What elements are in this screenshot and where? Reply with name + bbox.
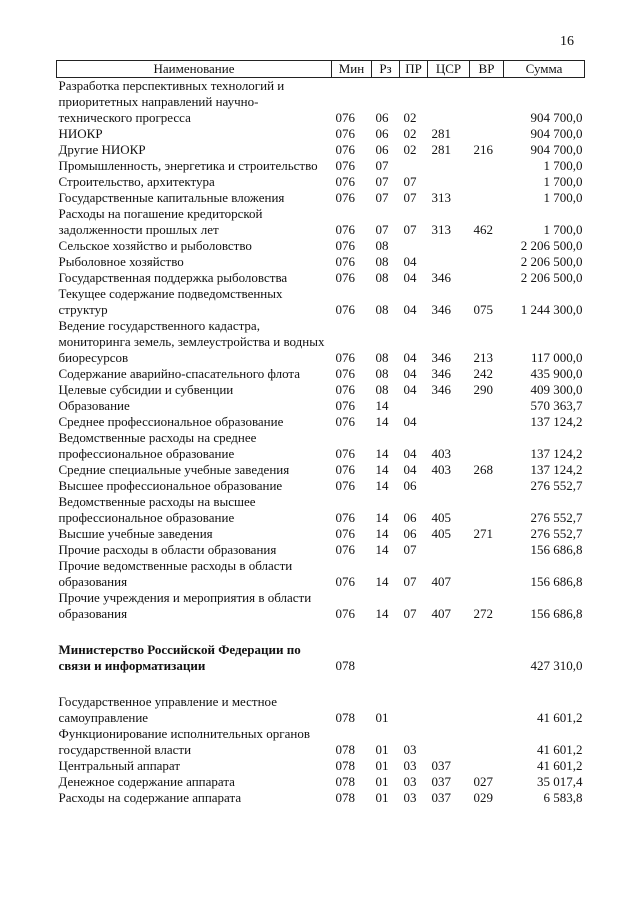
cell-sum: 137 124,2 <box>530 414 583 429</box>
table-row <box>57 694 585 726</box>
cell-sum: 1 244 300,0 <box>520 302 583 317</box>
cell-rz: 14 <box>375 462 389 477</box>
cell-vr: 290 <box>473 382 493 397</box>
table-row <box>57 414 585 430</box>
table-row <box>57 526 585 542</box>
cell-vr: 242 <box>473 366 493 381</box>
table-row <box>57 78 585 127</box>
table-row <box>57 254 585 270</box>
cell-pr: 07 <box>403 606 417 621</box>
cell-vr <box>470 478 504 494</box>
cell-rz: 07 <box>375 222 389 237</box>
cell-vr <box>470 398 504 414</box>
cell-min: 076 <box>335 542 355 557</box>
cell-name: Прочие учреждения и мероприятия в области образования <box>58 590 312 621</box>
cell-pr: 04 <box>403 254 417 269</box>
cell-csr <box>428 254 470 270</box>
cell-csr <box>428 398 470 414</box>
cell-rz: 08 <box>375 254 389 269</box>
cell-csr: 281 <box>431 142 451 157</box>
cell-min: 076 <box>335 238 355 253</box>
cell-name: Целевые субсидии и субвенции <box>58 382 234 397</box>
cell-min: 078 <box>335 742 355 757</box>
table-row <box>57 558 585 590</box>
spacer-cell <box>57 622 585 642</box>
cell-min: 076 <box>335 526 355 541</box>
spacer-row <box>57 622 585 642</box>
cell-csr: 407 <box>431 606 451 621</box>
table-row <box>57 142 585 158</box>
cell-pr: 02 <box>403 126 417 141</box>
table-row <box>57 494 585 526</box>
cell-name: Ведомственные расходы на среднее профессиональное образование <box>58 430 257 461</box>
table-row <box>57 542 585 558</box>
cell-vr <box>470 642 504 674</box>
cell-csr: 346 <box>431 382 451 397</box>
cell-pr: 07 <box>403 174 417 189</box>
cell-pr: 07 <box>403 190 417 205</box>
cell-name: Денежное содержание аппарата <box>58 774 235 789</box>
cell-name: Среднее профессиональное образование <box>58 414 284 429</box>
cell-min: 078 <box>335 790 355 805</box>
cell-rz: 01 <box>375 710 389 725</box>
cell-min: 078 <box>335 710 355 725</box>
cell-sum: 137 124,2 <box>530 462 583 477</box>
cell-pr: 03 <box>403 758 417 773</box>
cell-pr: 06 <box>403 526 417 541</box>
cell-name: Разработка перспективных технологий и приоритетных направлений научно-технического прогресса <box>58 78 285 125</box>
cell-vr: 027 <box>473 774 493 789</box>
cell-min: 076 <box>335 606 355 621</box>
cell-csr <box>428 414 470 430</box>
cell-sum: 1 700,0 <box>543 158 583 173</box>
cell-vr <box>470 158 504 174</box>
cell-csr <box>428 726 470 758</box>
cell-csr: 346 <box>431 302 451 317</box>
cell-csr: 405 <box>431 526 451 541</box>
cell-vr <box>470 190 504 206</box>
cell-rz: 14 <box>375 446 389 461</box>
cell-rz: 07 <box>375 190 389 205</box>
cell-csr <box>428 158 470 174</box>
cell-csr: 346 <box>431 270 451 285</box>
cell-csr <box>428 478 470 494</box>
cell-pr: 03 <box>403 774 417 789</box>
cell-rz: 01 <box>375 758 389 773</box>
cell-min: 078 <box>335 774 355 789</box>
table-row <box>57 286 585 318</box>
cell-vr: 075 <box>473 302 493 317</box>
cell-vr <box>470 254 504 270</box>
cell-sum: 276 552,7 <box>530 478 583 493</box>
table-row <box>57 774 585 790</box>
cell-name: Промышленность, энергетика и строительство <box>58 158 318 173</box>
header-rz: Рз <box>372 61 400 78</box>
cell-pr: 04 <box>403 414 417 429</box>
cell-sum: 156 686,8 <box>530 542 583 557</box>
cell-name: Функционирование исполнительных органов государственной власти <box>58 726 310 757</box>
cell-sum: 1 700,0 <box>543 222 583 237</box>
cell-rz: 14 <box>375 478 389 493</box>
spacer-row <box>57 674 585 694</box>
header-sum: Сумма <box>504 61 585 78</box>
cell-vr <box>470 430 504 462</box>
table-row <box>57 382 585 398</box>
cell-csr: 346 <box>431 366 451 381</box>
cell-vr: 213 <box>473 350 493 365</box>
cell-pr: 03 <box>403 790 417 805</box>
cell-vr <box>470 694 504 726</box>
cell-pr: 04 <box>403 350 417 365</box>
header-csr: ЦСР <box>428 61 470 78</box>
cell-sum: 41 601,2 <box>537 710 583 725</box>
cell-csr: 403 <box>431 446 451 461</box>
cell-pr: 04 <box>403 382 417 397</box>
cell-sum: 570 363,7 <box>530 398 583 413</box>
cell-rz: 06 <box>375 110 389 125</box>
cell-rz: 14 <box>375 542 389 557</box>
cell-min: 076 <box>335 302 355 317</box>
header-min: Мин <box>332 61 372 78</box>
cell-name: Высшее профессиональное образование <box>58 478 283 493</box>
cell-min: 076 <box>335 382 355 397</box>
cell-sum: 276 552,7 <box>530 526 583 541</box>
table-row <box>57 206 585 238</box>
cell-name: Прочие ведомственные расходы в области образования <box>58 558 293 589</box>
cell-sum: 137 124,2 <box>530 446 583 461</box>
cell-name: Высшие учебные заведения <box>58 526 213 541</box>
cell-vr <box>470 726 504 758</box>
cell-min: 076 <box>335 142 355 157</box>
cell-rz: 01 <box>375 742 389 757</box>
cell-pr <box>400 642 428 674</box>
cell-vr <box>470 542 504 558</box>
cell-sum: 156 686,8 <box>530 574 583 589</box>
cell-name: Ведомственные расходы на высшее профессиональное образование <box>58 494 256 525</box>
table-row <box>57 398 585 414</box>
cell-vr <box>470 758 504 774</box>
cell-sum: 2 206 500,0 <box>520 254 583 269</box>
cell-pr: 04 <box>403 366 417 381</box>
table-row <box>57 270 585 286</box>
cell-rz: 01 <box>375 790 389 805</box>
cell-pr: 06 <box>403 478 417 493</box>
cell-name: Текущее содержание подведомственных структур <box>58 286 283 317</box>
cell-name: Прочие расходы в области образования <box>58 542 277 557</box>
cell-rz: 08 <box>375 238 389 253</box>
cell-sum: 6 583,8 <box>543 790 583 805</box>
cell-min: 076 <box>335 446 355 461</box>
cell-rz: 14 <box>375 574 389 589</box>
cell-sum: 117 000,0 <box>530 350 583 365</box>
cell-rz: 08 <box>375 382 389 397</box>
cell-pr <box>400 238 428 254</box>
cell-name: Министерство Российской Федерации по связи и информатизации <box>58 642 301 673</box>
cell-vr <box>470 78 504 127</box>
cell-vr <box>470 558 504 590</box>
cell-csr: 037 <box>431 790 451 805</box>
cell-csr: 281 <box>431 126 451 141</box>
cell-rz: 06 <box>375 142 389 157</box>
cell-name: Расходы на содержание аппарата <box>58 790 242 805</box>
cell-pr <box>400 694 428 726</box>
header-name: Наименование <box>57 61 332 78</box>
cell-rz: 07 <box>375 174 389 189</box>
cell-sum: 904 700,0 <box>530 142 583 157</box>
table-row <box>57 478 585 494</box>
cell-min: 076 <box>335 190 355 205</box>
cell-rz: 08 <box>375 366 389 381</box>
table-row <box>57 790 585 806</box>
cell-vr: 216 <box>473 142 493 157</box>
cell-name: Рыболовное хозяйство <box>58 254 184 269</box>
table-row <box>57 158 585 174</box>
cell-pr: 04 <box>403 446 417 461</box>
table-row <box>57 174 585 190</box>
cell-min: 076 <box>335 222 355 237</box>
cell-pr: 06 <box>403 510 417 525</box>
header-vr: ВР <box>470 61 504 78</box>
cell-rz: 14 <box>375 398 389 413</box>
table-body <box>57 78 585 807</box>
cell-vr <box>470 494 504 526</box>
cell-name: Строительство, архитектура <box>58 174 215 189</box>
table-row <box>57 642 585 674</box>
cell-name: Государственная поддержка рыболовства <box>58 270 288 285</box>
cell-rz: 06 <box>375 126 389 141</box>
cell-pr: 07 <box>403 574 417 589</box>
cell-vr: 268 <box>473 462 493 477</box>
page-number: 16 <box>560 34 574 49</box>
cell-pr: 03 <box>403 742 417 757</box>
cell-min: 076 <box>335 270 355 285</box>
cell-min: 078 <box>335 758 355 773</box>
cell-csr: 313 <box>431 222 451 237</box>
cell-min: 076 <box>335 174 355 189</box>
cell-min: 076 <box>335 110 355 125</box>
cell-vr: 029 <box>473 790 493 805</box>
cell-sum: 276 552,7 <box>530 510 583 525</box>
cell-sum: 1 700,0 <box>543 174 583 189</box>
cell-name: НИОКР <box>58 126 103 141</box>
cell-min: 076 <box>335 462 355 477</box>
table-row <box>57 726 585 758</box>
table-row <box>57 190 585 206</box>
cell-name: Содержание аварийно-спасательного флота <box>58 366 301 381</box>
table-row <box>57 430 585 462</box>
cell-vr <box>470 414 504 430</box>
cell-sum: 435 900,0 <box>530 366 583 381</box>
cell-min: 076 <box>335 366 355 381</box>
cell-name: Сельское хозяйство и рыболовство <box>58 238 252 253</box>
cell-pr <box>400 158 428 174</box>
cell-name: Образование <box>58 398 130 413</box>
cell-pr: 07 <box>403 542 417 557</box>
cell-sum: 427 310,0 <box>530 658 583 673</box>
cell-rz <box>372 642 400 674</box>
table-row <box>57 758 585 774</box>
cell-pr: 04 <box>403 270 417 285</box>
cell-csr: 407 <box>431 574 451 589</box>
cell-rz: 08 <box>375 302 389 317</box>
cell-vr <box>470 270 504 286</box>
cell-vr: 462 <box>473 222 493 237</box>
cell-csr: 346 <box>431 350 451 365</box>
cell-sum: 2 206 500,0 <box>520 238 583 253</box>
cell-sum: 1 700,0 <box>543 190 583 205</box>
cell-name: Другие НИОКР <box>58 142 146 157</box>
cell-csr: 313 <box>431 190 451 205</box>
cell-csr <box>428 694 470 726</box>
budget-table <box>56 60 585 806</box>
table-header-row <box>57 61 585 78</box>
cell-pr <box>400 398 428 414</box>
cell-csr <box>428 78 470 127</box>
cell-min: 078 <box>335 658 355 673</box>
cell-min: 076 <box>335 254 355 269</box>
cell-csr <box>428 238 470 254</box>
cell-sum: 409 300,0 <box>530 382 583 397</box>
cell-min: 076 <box>335 126 355 141</box>
cell-csr: 037 <box>431 774 451 789</box>
cell-sum: 2 206 500,0 <box>520 270 583 285</box>
cell-sum: 904 700,0 <box>530 126 583 141</box>
cell-sum: 156 686,8 <box>530 606 583 621</box>
cell-rz: 14 <box>375 414 389 429</box>
header-pr: ПР <box>400 61 428 78</box>
cell-min: 076 <box>335 158 355 173</box>
cell-csr: 037 <box>431 758 451 773</box>
cell-min: 076 <box>335 510 355 525</box>
cell-rz: 01 <box>375 774 389 789</box>
cell-vr <box>470 126 504 142</box>
cell-csr: 403 <box>431 462 451 477</box>
cell-csr <box>428 174 470 190</box>
table-row <box>57 126 585 142</box>
cell-pr: 04 <box>403 302 417 317</box>
table-row <box>57 238 585 254</box>
cell-name: Ведение государственного кадастра, мониторинга земель, землеустройства и водных биоресурсов <box>58 318 325 365</box>
cell-name: Центральный аппарат <box>58 758 181 773</box>
cell-rz: 14 <box>375 526 389 541</box>
cell-rz: 08 <box>375 350 389 365</box>
cell-csr <box>428 542 470 558</box>
cell-min: 076 <box>335 414 355 429</box>
cell-vr <box>470 174 504 190</box>
cell-pr: 02 <box>403 110 417 125</box>
cell-pr: 02 <box>403 142 417 157</box>
cell-min: 076 <box>335 398 355 413</box>
cell-csr: 405 <box>431 510 451 525</box>
cell-name: Расходы на погашение кредиторской задолженности прошлых лет <box>58 206 263 237</box>
spacer-cell <box>57 674 585 694</box>
cell-name: Средние специальные учебные заведения <box>58 462 290 477</box>
cell-name: Государственные капитальные вложения <box>58 190 285 205</box>
table-row <box>57 462 585 478</box>
cell-rz: 07 <box>375 158 389 173</box>
cell-csr <box>428 642 470 674</box>
cell-min: 076 <box>335 574 355 589</box>
cell-min: 076 <box>335 478 355 493</box>
table-row <box>57 318 585 366</box>
cell-vr: 272 <box>473 606 493 621</box>
cell-rz: 14 <box>375 510 389 525</box>
cell-sum: 35 017,4 <box>537 774 583 789</box>
cell-sum: 41 601,2 <box>537 742 583 757</box>
cell-name: Государственное управление и местное самоуправление <box>58 694 277 725</box>
cell-rz: 14 <box>375 606 389 621</box>
cell-pr: 07 <box>403 222 417 237</box>
cell-min: 076 <box>335 350 355 365</box>
cell-pr: 04 <box>403 462 417 477</box>
cell-vr <box>470 238 504 254</box>
table-row <box>57 590 585 622</box>
cell-sum: 41 601,2 <box>537 758 583 773</box>
table-row <box>57 366 585 382</box>
cell-vr: 271 <box>473 526 493 541</box>
cell-sum: 904 700,0 <box>530 110 583 125</box>
cell-rz: 08 <box>375 270 389 285</box>
